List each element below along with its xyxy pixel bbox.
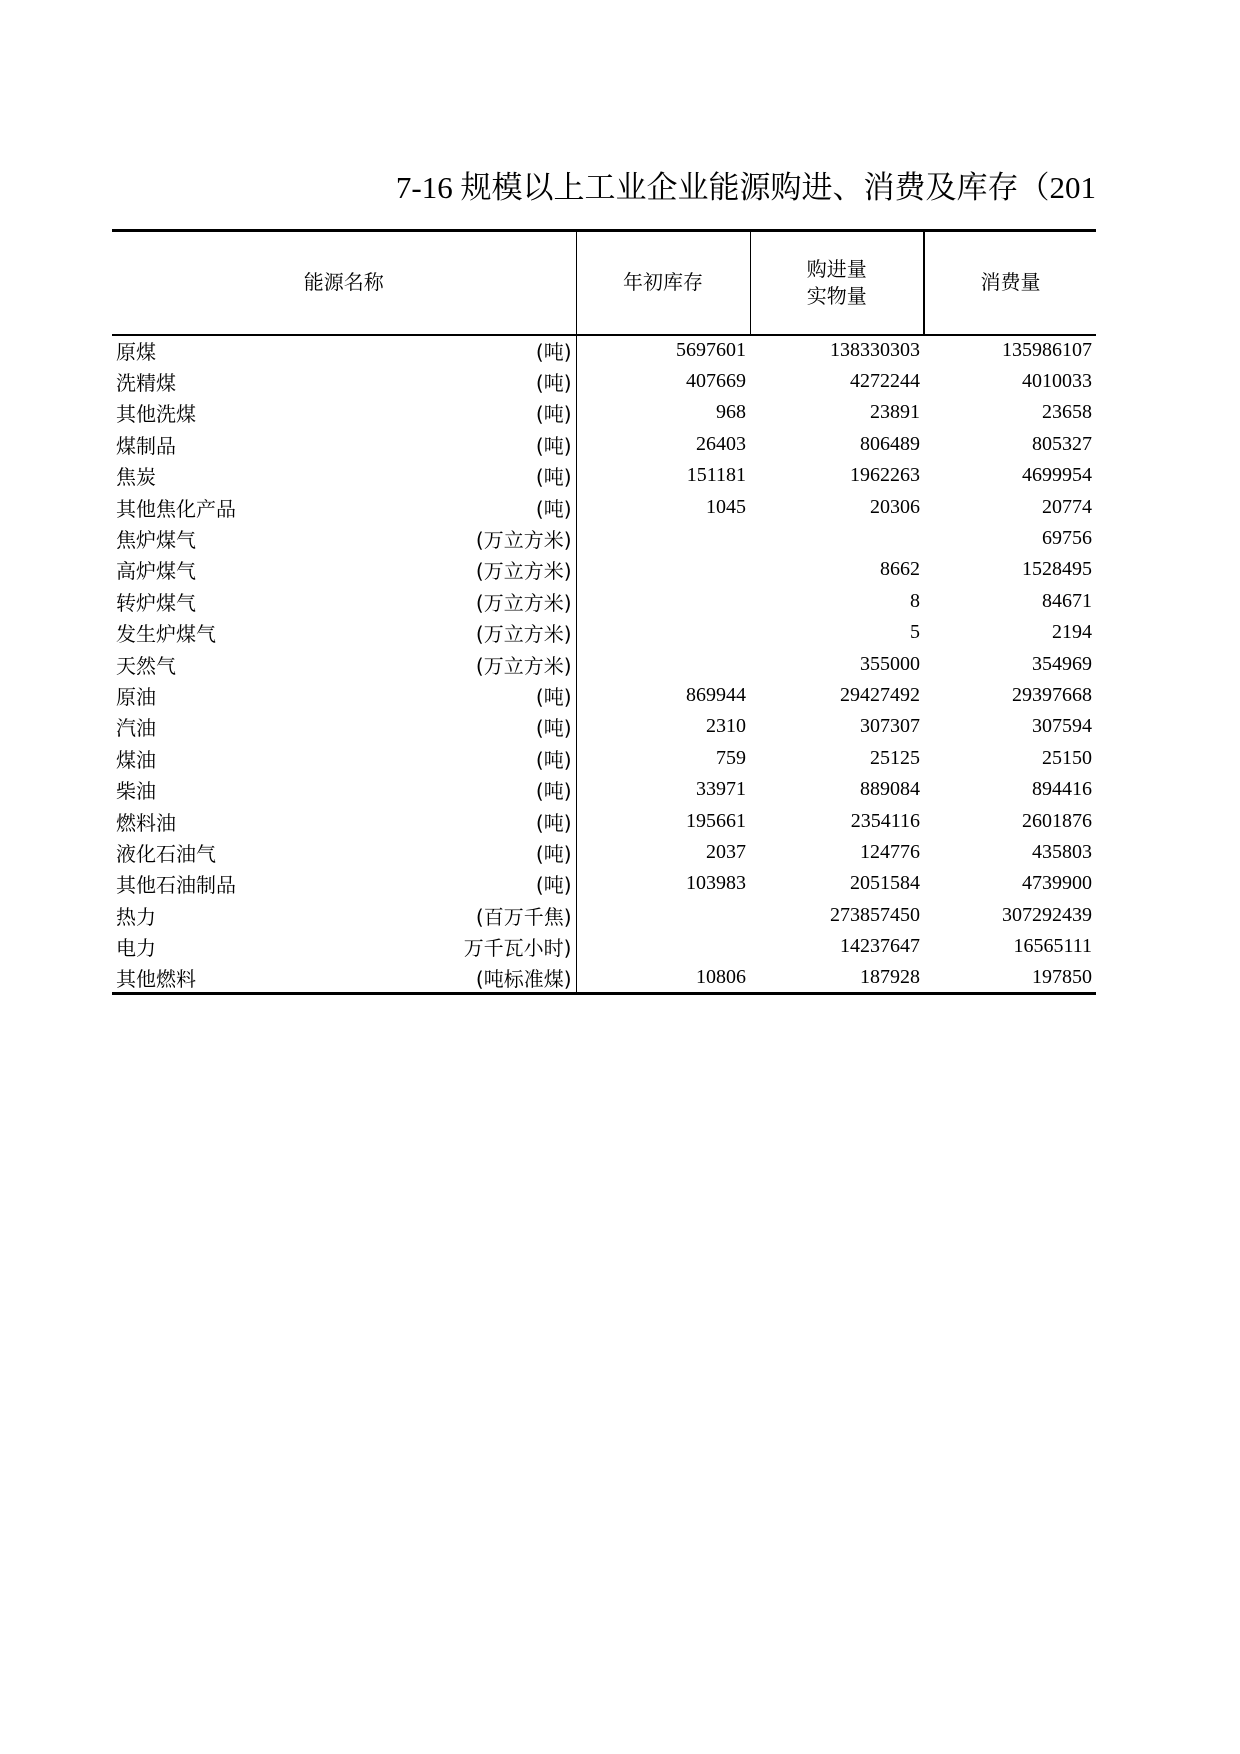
energy-name-cell	[112, 397, 576, 428]
consumption-value: 23658	[1042, 401, 1092, 424]
energy-unit: (吨)	[535, 402, 572, 427]
energy-name-cell	[112, 648, 576, 679]
header-purchase-line2: 实物量	[806, 283, 867, 308]
energy-name-cell	[112, 617, 576, 648]
energy-name: 焦炉煤气	[116, 528, 196, 553]
energy-name: 电力	[116, 936, 156, 961]
opening-stock-value	[576, 900, 750, 931]
table-row	[112, 868, 1096, 899]
energy-name-cell	[112, 868, 576, 899]
energy-unit: (吨)	[535, 465, 572, 490]
consumption-value: 29397668	[1012, 683, 1092, 706]
opening-stock-value: 195661	[686, 809, 746, 832]
table-row	[112, 900, 1096, 931]
table-row	[112, 931, 1096, 962]
energy-name-cell	[112, 931, 576, 962]
consumption-value: 307292439	[1002, 903, 1092, 926]
consumption-value: 2194	[1052, 621, 1092, 644]
energy-unit: (吨标准煤)	[475, 966, 572, 991]
table-row	[112, 805, 1096, 836]
purchase-value	[750, 523, 924, 554]
purchase-value: 20306	[870, 495, 920, 518]
consumption-value: 20774	[1042, 495, 1092, 518]
opening-stock-value: 10806	[576, 962, 750, 993]
table-row	[112, 460, 1096, 491]
table-row	[112, 397, 1096, 428]
opening-stock-value: 1045	[706, 495, 746, 518]
table-row	[112, 586, 1096, 617]
purchase-value: 273857450	[830, 903, 920, 926]
energy-name: 其他洗煤	[116, 402, 196, 427]
energy-name: 液化石油气	[116, 841, 216, 866]
energy-name: 柴油	[116, 779, 156, 804]
purchase-value: 23891	[870, 401, 920, 424]
energy-unit: (吨)	[535, 496, 572, 521]
table-row	[112, 774, 1096, 805]
energy-unit: (吨)	[535, 371, 572, 396]
energy-name-cell	[112, 460, 576, 491]
energy-name: 煤油	[116, 747, 156, 772]
consumption-value: 4010033	[1022, 370, 1092, 393]
opening-stock-value: 33971	[696, 778, 746, 801]
purchase-value: 124776	[860, 840, 920, 863]
energy-name-cell	[112, 962, 576, 993]
energy-unit: (吨)	[535, 747, 572, 772]
energy-unit: (万立方米)	[475, 590, 572, 615]
energy-name: 洗精煤	[116, 371, 176, 396]
opening-stock-value: 151181	[686, 464, 746, 487]
purchase-value: 806489	[860, 432, 920, 455]
opening-stock-value: 759	[716, 746, 746, 769]
energy-unit: (吨)	[535, 779, 572, 804]
energy-name: 原油	[116, 684, 156, 709]
purchase-value: 5	[910, 621, 920, 644]
header-energy-name: 能源名称	[112, 231, 576, 335]
table-row	[112, 366, 1096, 397]
energy-unit: (吨)	[535, 684, 572, 709]
purchase-value: 8	[910, 589, 920, 612]
page-title: 7-16 规模以上工业企业能源购进、消费及库存（201	[395, 170, 1096, 205]
energy-name-cell	[112, 680, 576, 711]
table-row	[112, 335, 1096, 366]
purchase-value: 2051584	[850, 872, 920, 895]
table-row	[112, 743, 1096, 774]
opening-stock-value	[576, 586, 750, 617]
consumption-value: 2601876	[1022, 809, 1092, 832]
consumption-value: 25150	[1042, 746, 1092, 769]
energy-unit: (万立方米)	[475, 653, 572, 678]
energy-unit: (吨)	[535, 716, 572, 741]
opening-stock-value: 407669	[686, 370, 746, 393]
consumption-value: 1528495	[1022, 558, 1092, 581]
opening-stock-value	[576, 523, 750, 554]
energy-name-cell	[112, 711, 576, 742]
energy-unit: (万立方米)	[475, 559, 572, 584]
consumption-value: 69756	[1042, 527, 1092, 550]
energy-unit: (吨)	[535, 810, 572, 835]
purchase-value: 355000	[860, 652, 920, 675]
energy-name: 转炉煤气	[116, 590, 196, 615]
energy-unit: (吨)	[535, 873, 572, 898]
opening-stock-value	[576, 617, 750, 648]
purchase-value: 138330303	[830, 339, 920, 362]
purchase-value: 1962263	[850, 464, 920, 487]
energy-name-cell	[112, 554, 576, 585]
consumption-value: 135986107	[1002, 339, 1092, 362]
opening-stock-value	[576, 931, 750, 962]
opening-stock-value: 968	[716, 401, 746, 424]
energy-name: 焦炭	[116, 465, 156, 490]
table-row	[112, 617, 1096, 648]
energy-unit: (万立方米)	[475, 622, 572, 647]
energy-name-cell	[112, 743, 576, 774]
consumption-value: 894416	[1032, 778, 1092, 801]
opening-stock-value	[576, 648, 750, 679]
consumption-value: 435803	[1032, 840, 1092, 863]
energy-name: 其他燃料	[116, 966, 196, 991]
energy-name: 原煤	[116, 340, 156, 365]
opening-stock-value: 103983	[686, 872, 746, 895]
energy-name-cell	[112, 366, 576, 397]
energy-name-cell	[112, 586, 576, 617]
purchase-value: 29427492	[840, 683, 920, 706]
consumption-value: 307594	[1032, 715, 1092, 738]
consumption-value: 4699954	[1022, 464, 1092, 487]
energy-name-cell	[112, 837, 576, 868]
opening-stock-value: 2310	[706, 715, 746, 738]
header-opening-stock: 年初库存	[576, 231, 750, 335]
energy-table-container	[112, 229, 1096, 995]
energy-name-cell	[112, 429, 576, 460]
table-header	[112, 231, 1096, 335]
energy-name: 高炉煤气	[116, 559, 196, 584]
energy-unit: (吨)	[535, 433, 572, 458]
energy-name: 其他焦化产品	[116, 496, 236, 521]
table-row	[112, 491, 1096, 522]
purchase-value: 187928	[750, 962, 924, 993]
purchase-value: 889084	[860, 778, 920, 801]
table-row	[112, 680, 1096, 711]
energy-name: 煤制品	[116, 433, 176, 458]
consumption-value: 4739900	[1022, 872, 1092, 895]
purchase-value: 307307	[860, 715, 920, 738]
energy-name-cell	[112, 491, 576, 522]
table-row	[112, 429, 1096, 460]
opening-stock-value	[576, 554, 750, 585]
energy-name: 发生炉煤气	[116, 622, 216, 647]
purchase-value: 14237647	[840, 935, 920, 958]
purchase-value: 4272244	[850, 370, 920, 393]
table-row	[112, 648, 1096, 679]
header-purchase-line1: 购进量	[806, 256, 867, 281]
header-consumption: 消费量	[924, 231, 1096, 335]
consumption-value: 84671	[1042, 589, 1092, 612]
energy-unit: (百万千焦)	[475, 904, 572, 929]
energy-unit: (吨)	[535, 841, 572, 866]
energy-name: 燃料油	[116, 810, 176, 835]
energy-name: 汽油	[116, 716, 156, 741]
energy-name: 热力	[116, 904, 156, 929]
opening-stock-value: 869944	[686, 683, 746, 706]
energy-name: 其他石油制品	[116, 873, 236, 898]
header-row	[112, 231, 1096, 335]
purchase-value: 8662	[880, 558, 920, 581]
energy-unit: 万千瓦小时)	[463, 936, 572, 961]
energy-table	[112, 229, 1096, 995]
consumption-value: 197850	[924, 962, 1096, 993]
energy-name-cell	[112, 335, 576, 366]
energy-name: 天然气	[116, 653, 176, 678]
table-row	[112, 711, 1096, 742]
opening-stock-value: 2037	[706, 840, 746, 863]
energy-name-cell	[112, 774, 576, 805]
consumption-value: 354969	[1032, 652, 1092, 675]
table-row	[112, 523, 1096, 554]
energy-name-cell	[112, 523, 576, 554]
opening-stock-value: 26403	[696, 432, 746, 455]
table-row	[112, 962, 1096, 993]
energy-name-cell	[112, 805, 576, 836]
table-row	[112, 554, 1096, 585]
table-row	[112, 837, 1096, 868]
energy-unit: (吨)	[535, 340, 572, 365]
purchase-value: 25125	[870, 746, 920, 769]
energy-name-cell	[112, 900, 576, 931]
header-purchase	[750, 231, 924, 335]
consumption-value: 805327	[1032, 432, 1092, 455]
opening-stock-value: 5697601	[676, 339, 746, 362]
table-body	[112, 335, 1096, 994]
consumption-value: 16565111	[1013, 935, 1092, 958]
purchase-value: 2354116	[850, 809, 920, 832]
energy-unit: (万立方米)	[475, 528, 572, 553]
